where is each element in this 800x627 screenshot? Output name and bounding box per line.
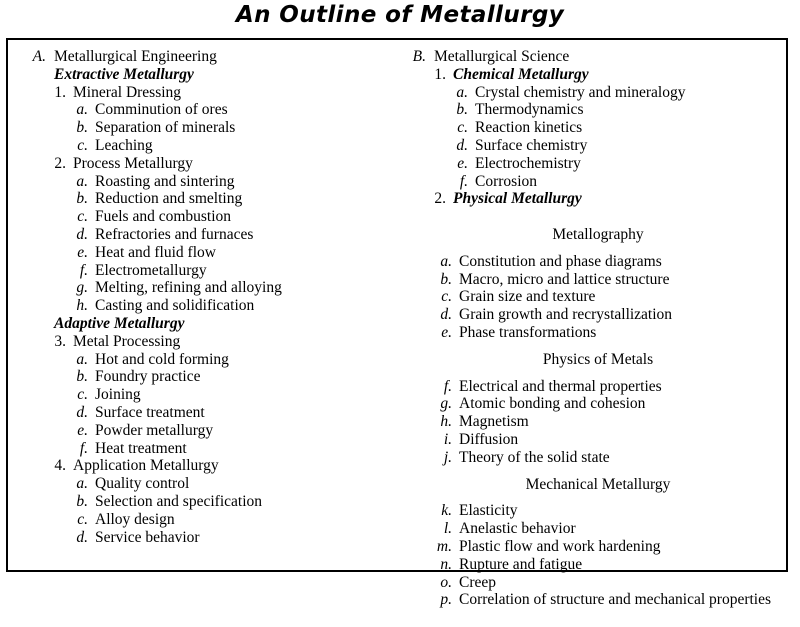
- list-item: [16, 351, 386, 369]
- list-item: [16, 137, 386, 155]
- list-item: [396, 574, 782, 592]
- item-label: Refractories and furnaces: [95, 225, 254, 243]
- list-item: [16, 475, 386, 493]
- item-marker: k.: [441, 502, 452, 520]
- item-label: Constitution and phase diagrams: [459, 252, 662, 270]
- list-item: [396, 413, 782, 431]
- subheading-mechanical-metallurgy: Mechanical Metallurgy: [525, 475, 671, 493]
- item-marker: j.: [443, 448, 452, 466]
- item-label: Hot and cold forming: [95, 350, 229, 368]
- item-label: Roasting and sintering: [95, 172, 235, 190]
- entry-1-marker: 1.: [54, 83, 66, 101]
- item-label: Fuels and combustion: [95, 208, 232, 226]
- item-label: Anelastic behavior: [459, 520, 576, 538]
- entry-2-label: Process Metallurgy: [73, 154, 193, 172]
- item-marker: d.: [76, 403, 88, 421]
- group-heading-extractive-label: Extractive Metallurgy: [54, 65, 194, 83]
- list-item: [16, 208, 386, 226]
- list-item: [16, 173, 386, 191]
- item-label: Service behavior: [95, 528, 200, 546]
- section-a-title: Metallurgical Engineering: [54, 48, 217, 65]
- item-label: Melting, refining and alloying: [95, 279, 282, 297]
- list-item: [16, 368, 386, 386]
- spacer: [396, 369, 782, 378]
- section-b: [396, 48, 782, 66]
- item-label: Atomic bonding and cohesion: [459, 395, 646, 413]
- outline-column-right: [396, 48, 782, 609]
- item-marker: m.: [436, 537, 452, 555]
- section-a: [16, 48, 386, 66]
- item-label: Leaching: [95, 136, 153, 154]
- list-item: [16, 244, 386, 262]
- item-label: Electrochemistry: [475, 154, 581, 172]
- item-marker: d.: [76, 528, 88, 546]
- item-label: Thermodynamics: [475, 101, 584, 119]
- item-label: Electrometallurgy: [95, 261, 207, 279]
- list-item: [396, 502, 782, 520]
- list-item: [396, 84, 782, 102]
- entry-2-marker: 2.: [434, 190, 446, 208]
- item-marker: f.: [443, 377, 452, 395]
- item-marker: h.: [440, 413, 452, 431]
- item-label: Creep: [459, 573, 497, 591]
- item-label: Grain size and texture: [459, 288, 596, 306]
- entry-4-label: Application Metallurgy: [73, 457, 219, 475]
- item-label: Alloy design: [95, 510, 175, 528]
- list-item: [396, 431, 782, 449]
- entry-1-label: Chemical Metallurgy: [453, 65, 589, 83]
- list-item: [16, 119, 386, 137]
- item-marker: d.: [76, 225, 88, 243]
- item-marker: c.: [77, 510, 88, 528]
- group-heading-extractive: [16, 66, 386, 84]
- item-label: Rupture and fatigue: [459, 555, 583, 573]
- item-marker: f.: [79, 439, 88, 457]
- item-label: Separation of minerals: [95, 119, 236, 137]
- list-item: [16, 493, 386, 511]
- item-marker: e.: [457, 154, 468, 172]
- item-marker: a.: [456, 83, 468, 101]
- item-marker: b.: [76, 119, 88, 137]
- list-item: [396, 155, 782, 173]
- section-b-marker: B.: [412, 48, 426, 65]
- outline-column-left: [16, 48, 386, 566]
- entry-3-marker: 3.: [54, 332, 66, 350]
- item-label: Quality control: [95, 475, 190, 493]
- list-item: [16, 404, 386, 422]
- list-item: [396, 101, 782, 119]
- outline-columns: [8, 40, 786, 609]
- item-marker: c.: [77, 136, 88, 154]
- list-item: [16, 422, 386, 440]
- entry-4-marker: 4.: [54, 457, 66, 475]
- list-item: [16, 440, 386, 458]
- list-item: [16, 511, 386, 529]
- item-marker: e.: [77, 243, 88, 261]
- item-marker: e.: [77, 421, 88, 439]
- list-item: [396, 137, 782, 155]
- list-item: [396, 378, 782, 396]
- spacer: [396, 208, 782, 226]
- item-label: Casting and solidification: [95, 297, 255, 315]
- item-label: Comminution of ores: [95, 101, 228, 119]
- section-a-marker: A.: [32, 48, 46, 65]
- entry-3-metal-processing: [16, 333, 386, 351]
- list-item: [396, 449, 782, 467]
- item-marker: f.: [459, 172, 468, 190]
- item-label: Surface chemistry: [475, 136, 588, 154]
- list-item: [396, 288, 782, 306]
- spacer: [396, 342, 782, 351]
- item-marker: a.: [440, 252, 452, 270]
- entry-1-chemical-metallurgy: [396, 66, 782, 84]
- subheading-physics-of-metals: Physics of Metals: [542, 350, 654, 368]
- item-label: Macro, micro and lattice structure: [459, 270, 670, 288]
- entry-2-process-metallurgy: [16, 155, 386, 173]
- list-item: [16, 279, 386, 297]
- item-marker: e.: [441, 323, 452, 341]
- item-marker: c.: [457, 119, 468, 137]
- item-marker: c.: [441, 288, 452, 306]
- item-marker: f.: [79, 261, 88, 279]
- list-item: [396, 271, 782, 289]
- item-marker: b.: [76, 190, 88, 208]
- spacer: [396, 467, 782, 476]
- list-item: [16, 190, 386, 208]
- list-item: [396, 324, 782, 342]
- group-heading-adaptive-label: Adaptive Metallurgy: [54, 314, 185, 332]
- list-item: [396, 538, 782, 556]
- list-item: [396, 591, 782, 627]
- list-item: [16, 226, 386, 244]
- item-label: Reduction and smelting: [95, 190, 243, 208]
- list-item: [396, 253, 782, 271]
- entry-4-application-metallurgy: [16, 457, 386, 475]
- item-label: Powder metallurgy: [95, 421, 214, 439]
- item-marker: n.: [440, 555, 452, 573]
- list-item: [396, 520, 782, 538]
- item-marker: a.: [76, 101, 88, 119]
- item-label: Heat and fluid flow: [95, 243, 216, 261]
- item-marker: b.: [76, 492, 88, 510]
- outline-box: [6, 38, 788, 609]
- item-marker: d.: [456, 136, 468, 154]
- item-label: Reaction kinetics: [475, 119, 583, 137]
- item-label: Corrosion: [475, 172, 537, 190]
- item-marker: g.: [76, 279, 88, 297]
- item-marker: o.: [440, 573, 452, 591]
- list-item: [16, 529, 386, 547]
- entry-1-mineral-dressing: [16, 84, 386, 102]
- entry-2-label: Physical Metallurgy: [453, 190, 582, 208]
- item-marker: l.: [443, 520, 452, 538]
- spacer: [396, 493, 782, 502]
- item-marker: g.: [440, 395, 452, 413]
- list-item: [396, 119, 782, 137]
- item-marker: b.: [456, 101, 468, 119]
- item-label: Heat treatment: [95, 439, 187, 457]
- item-label: Crystal chemistry and mineralogy: [475, 83, 686, 101]
- item-marker: c.: [77, 386, 88, 404]
- item-marker: d.: [440, 306, 452, 324]
- item-marker: b.: [76, 368, 88, 386]
- list-item: [16, 297, 386, 315]
- entry-3-label: Metal Processing: [73, 332, 181, 350]
- item-label: Electrical and thermal properties: [459, 377, 662, 395]
- list-item: [396, 173, 782, 191]
- entry-2-marker: 2.: [54, 154, 66, 172]
- list-item: [16, 262, 386, 280]
- entry-1-marker: 1.: [434, 65, 446, 83]
- item-label: Diffusion: [459, 430, 519, 448]
- section-b-title: Metallurgical Science: [434, 48, 570, 65]
- item-marker: a.: [76, 475, 88, 493]
- item-label: Plastic flow and work hardening: [459, 537, 661, 555]
- item-label: Elasticity: [459, 502, 518, 520]
- item-label: Grain growth and recrystallization: [459, 306, 673, 324]
- group-heading-adaptive: [16, 315, 386, 333]
- spacer: [396, 244, 782, 253]
- item-marker: b.: [440, 270, 452, 288]
- item-marker: a.: [76, 350, 88, 368]
- item-label: Magnetism: [459, 413, 529, 431]
- list-item: [396, 395, 782, 413]
- list-item: [16, 386, 386, 404]
- item-label: Joining: [95, 386, 141, 404]
- list-item: [396, 556, 782, 574]
- item-marker: h.: [76, 297, 88, 315]
- item-label: Selection and specification: [95, 492, 262, 510]
- item-marker: a.: [76, 172, 88, 190]
- item-marker: i.: [443, 430, 452, 448]
- item-label: Surface treatment: [95, 403, 205, 421]
- item-marker: p.: [440, 591, 452, 609]
- entry-2-physical-metallurgy: [396, 190, 782, 208]
- item-label: Foundry practice: [95, 368, 201, 386]
- entry-1-label: Mineral Dressing: [73, 83, 182, 101]
- list-item: [16, 101, 386, 119]
- subheading-metallography: Metallography: [552, 225, 644, 243]
- page-title: An Outline of Metallurgy: [235, 2, 565, 28]
- item-label: Correlation of structure and mechanical properties: [459, 591, 772, 609]
- item-label: Theory of the solid state: [459, 448, 610, 466]
- list-item: [396, 306, 782, 324]
- item-marker: c.: [77, 208, 88, 226]
- item-label: Phase transformations: [459, 323, 597, 341]
